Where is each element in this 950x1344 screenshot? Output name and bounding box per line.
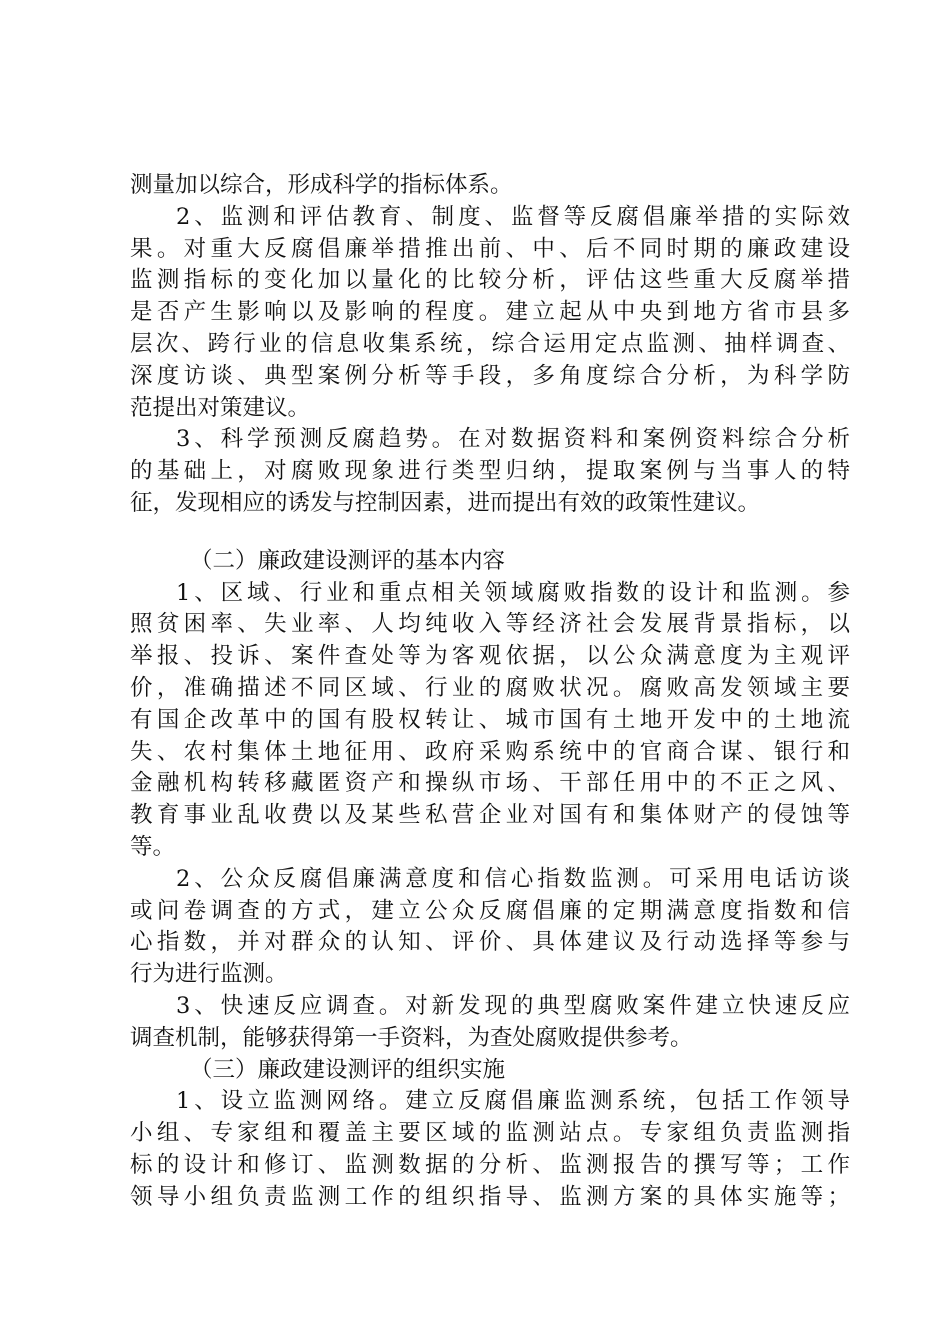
text-line: 征，发现相应的诱发与控制因素，进而提出有效的政策性建议。 bbox=[130, 489, 761, 516]
text-line: 2、监测和评估教育、制度、监督等反腐倡廉举措的实际效 bbox=[176, 203, 850, 230]
paragraph-gap bbox=[130, 520, 850, 546]
section-3-item-1 bbox=[130, 1086, 850, 1213]
section-2-item-2 bbox=[130, 864, 850, 991]
section-heading: （二）廉政建设测评的基本内容 bbox=[190, 547, 506, 574]
text-line: 小组、专家组和覆盖主要区域的监测站点。专家组负责监测指 bbox=[130, 1120, 850, 1147]
text-line: 是否产生影响以及影响的程度。建立起从中央到地方省市县多 bbox=[130, 299, 850, 326]
text-line: 果。对重大反腐倡廉举措推出前、中、后不同时期的廉政建设 bbox=[130, 235, 850, 262]
text-line: 失、农村集体土地征用、政府采购系统中的官商合谋、银行和 bbox=[130, 738, 850, 765]
paragraph-item-2 bbox=[130, 202, 850, 425]
text-line: 范提出对策建议。 bbox=[130, 394, 311, 421]
text-line: 3、科学预测反腐趋势。在对数据资料和案例资料综合分析 bbox=[176, 426, 850, 453]
paragraph-item-3 bbox=[130, 424, 850, 519]
text-line: 调查机制，能够获得第一手资料，为查处腐败提供参考。 bbox=[130, 1024, 693, 1051]
text-line: 或问卷调查的方式，建立公众反腐倡廉的定期满意度指数和信 bbox=[130, 897, 850, 924]
text-line: 心指数，并对群众的认知、评价、具体建议及行动选择等参与 bbox=[130, 929, 850, 956]
text-line: 领导小组负责监测工作的组织指导、监测方案的具体实施等； bbox=[130, 1183, 850, 1210]
text-line: 行为进行监测。 bbox=[130, 961, 288, 988]
text-line: 2、公众反腐倡廉满意度和信心指数监测。可采用电话访谈 bbox=[176, 865, 850, 892]
text-line: 1、区域、行业和重点相关领域腐败指数的设计和监测。参 bbox=[176, 579, 850, 606]
section-2-item-3 bbox=[130, 991, 850, 1055]
text-line: 深度访谈、典型案例分析等手段，多角度综合分析，为科学防 bbox=[130, 362, 850, 389]
text-line: 测量加以综合，形成科学的指标体系。 bbox=[130, 172, 513, 198]
text-line: 层次、跨行业的信息收集系统，综合运用定点监测、抽样调查、 bbox=[130, 330, 850, 357]
text-line: 监测指标的变化加以量化的比较分析，评估这些重大反腐举措 bbox=[130, 267, 850, 294]
text-line: 的基础上，对腐败现象进行类型归纳，提取案例与当事人的特 bbox=[130, 458, 850, 485]
text-line: 有国企改革中的国有股权转让、城市国有土地开发中的土地流 bbox=[130, 706, 850, 733]
text-line: 金融机构转移藏匿资产和操纵市场、干部任用中的不正之风、 bbox=[130, 770, 850, 797]
document-body bbox=[130, 170, 850, 1214]
text-line: 教育事业乱收费以及某些私营企业对国有和集体财产的侵蚀等 bbox=[130, 802, 850, 829]
section-heading: （三）廉政建设测评的组织实施 bbox=[190, 1056, 506, 1083]
text-line: 标的设计和修订、监测数据的分析、监测报告的撰写等；工作 bbox=[130, 1151, 850, 1178]
section-2-item-1 bbox=[130, 578, 850, 864]
paragraph-continuation bbox=[130, 170, 850, 202]
text-line: 3、快速反应调查。对新发现的典型腐败案件建立快速反应 bbox=[176, 992, 850, 1019]
text-line: 照贫困率、失业率、人均纯收入等经济社会发展背景指标，以 bbox=[130, 611, 850, 638]
text-line: 等。 bbox=[130, 833, 176, 860]
text-line: 1、设立监测网络。建立反腐倡廉监测系统，包括工作领导 bbox=[176, 1088, 850, 1115]
text-line: 价，准确描述不同区域、行业的腐败状况。腐败高发领域主要 bbox=[130, 674, 850, 701]
text-line: 举报、投诉、案件查处等为客观依据，以公众满意度为主观评 bbox=[130, 643, 850, 670]
